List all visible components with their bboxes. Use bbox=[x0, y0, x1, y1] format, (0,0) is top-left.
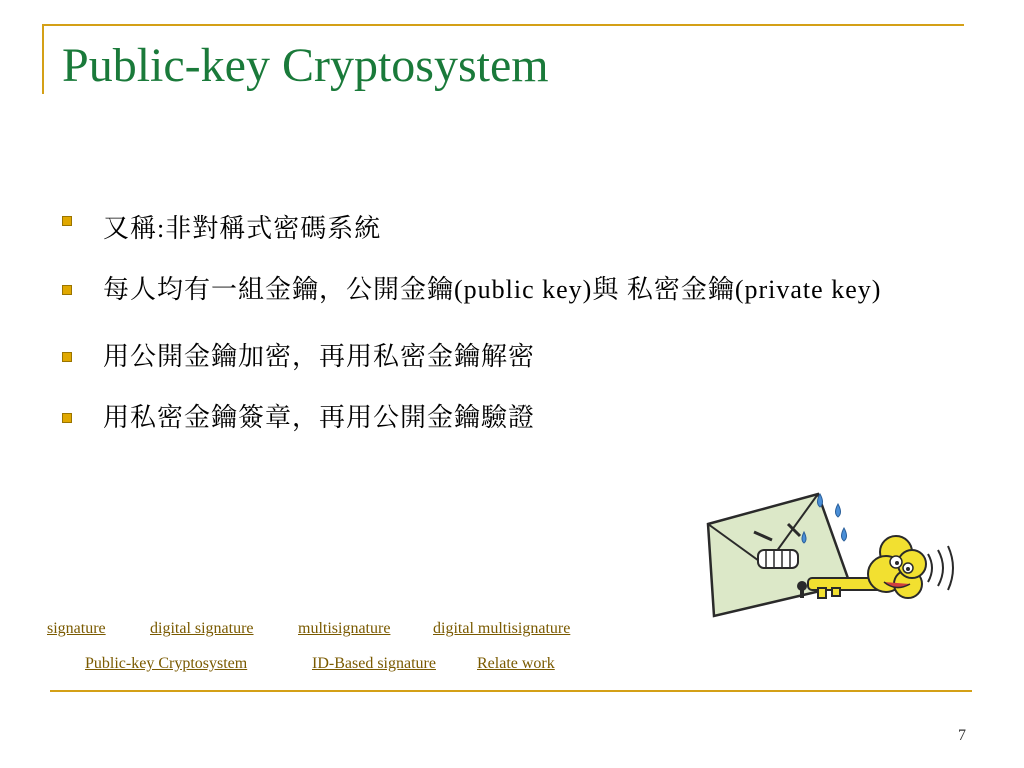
left-accent-line bbox=[42, 24, 44, 94]
top-accent-line bbox=[42, 24, 964, 26]
bullet-text: 用私密金鑰簽章，再用公開金鑰驗證 bbox=[103, 403, 536, 432]
navigation-links bbox=[0, 610, 1024, 680]
link-signature[interactable]: signature bbox=[47, 620, 106, 637]
link-multisignature[interactable]: multisignature bbox=[298, 620, 391, 637]
square-bullet-icon bbox=[62, 285, 72, 295]
bullet-text: 用公開金鑰加密，再用私密金鑰解密 bbox=[103, 342, 536, 371]
square-bullet-icon bbox=[62, 413, 72, 423]
link-relate-work[interactable]: Relate work bbox=[477, 655, 555, 672]
link-public-key-cryptosystem[interactable]: Public-key Cryptosystem bbox=[85, 655, 248, 672]
square-bullet-icon bbox=[62, 352, 72, 362]
bullet-item bbox=[60, 326, 920, 387]
page-number: 7 bbox=[958, 727, 966, 744]
envelope-with-key-icon bbox=[700, 488, 960, 628]
bullet-list bbox=[60, 198, 920, 448]
bullet-item bbox=[60, 387, 920, 448]
link-digital-signature[interactable]: digital signature bbox=[150, 620, 254, 637]
bottom-divider bbox=[50, 690, 972, 692]
bullet-item bbox=[60, 259, 920, 320]
square-bullet-icon bbox=[62, 216, 72, 226]
bullet-item bbox=[60, 198, 920, 259]
envelope-key-illustration bbox=[700, 488, 960, 628]
link-digital-multisignature[interactable]: digital multisignature bbox=[433, 620, 571, 637]
bullet-text: 每人均有一組金鑰，公開金鑰(public key)與 私密金鑰(private key) bbox=[103, 275, 882, 304]
bullet-text: 又稱:非對稱式密碼系統 bbox=[103, 214, 382, 243]
link-id-based-signature[interactable]: ID-Based signature bbox=[312, 655, 436, 672]
slide-title: Public-key Cryptosystem bbox=[62, 39, 549, 92]
